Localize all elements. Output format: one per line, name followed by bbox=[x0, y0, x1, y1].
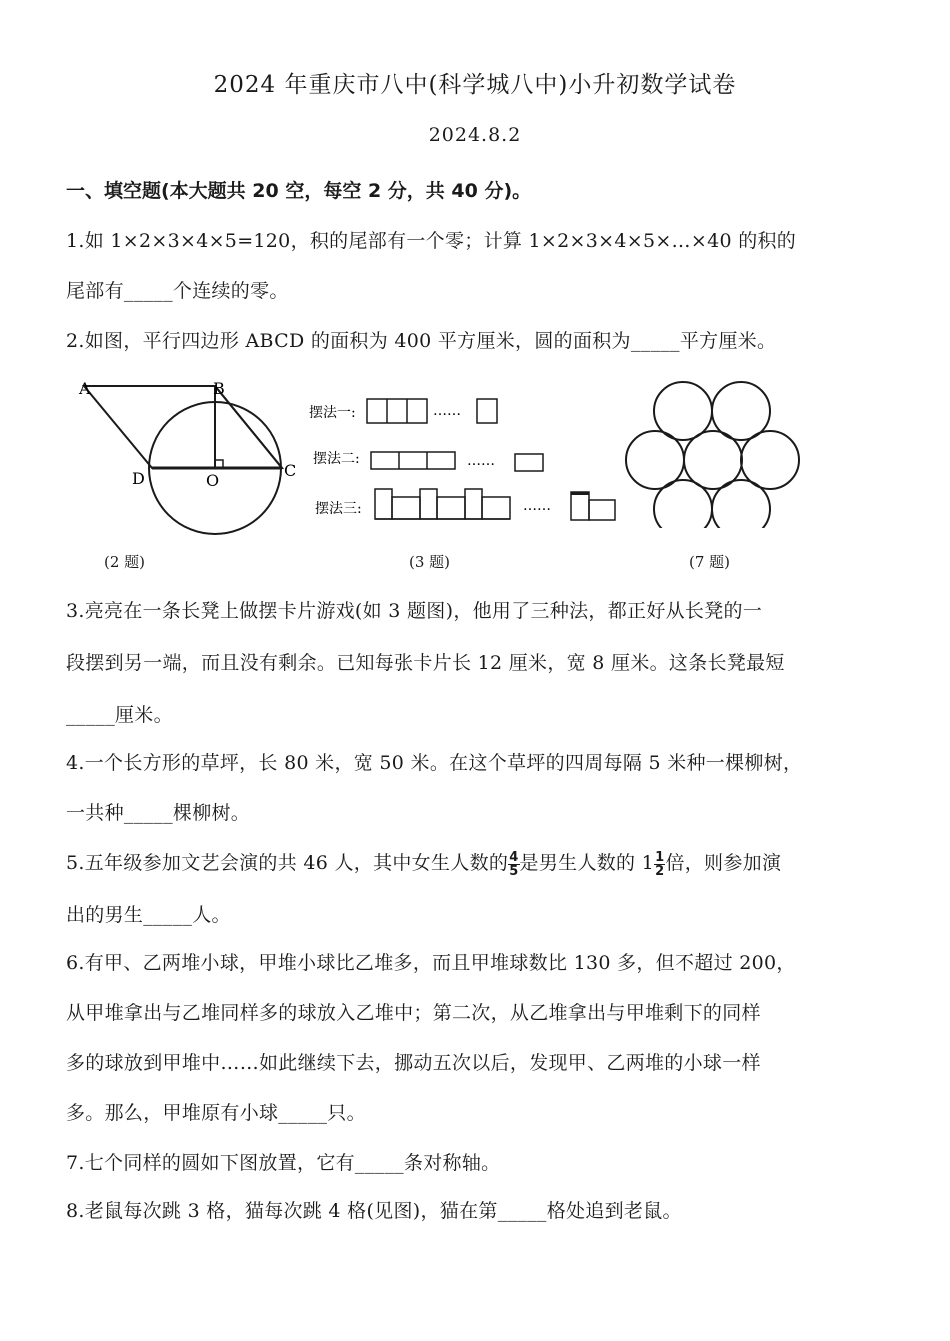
fraction-four-fifths bbox=[508, 851, 519, 878]
exam-date: 2024.8.2 bbox=[428, 124, 522, 146]
label-a: A bbox=[79, 379, 91, 398]
fraction-numerator: 4 bbox=[509, 849, 519, 865]
question-7-line-1: 7.七个同样的圆如下图放置，它有_____条对称轴。 bbox=[66, 1152, 501, 1174]
question-1-line-2: 尾部有_____个连续的零。 bbox=[66, 280, 289, 302]
fraction-denominator: 5 bbox=[509, 863, 519, 879]
question-2-line-1: 2.如图，平行四边形 ABCD 的面积为 400 平方厘米，圆的面积为_____平方厘米。 bbox=[66, 330, 777, 352]
row-2-cards bbox=[371, 452, 543, 471]
row-3-card-edge bbox=[571, 492, 589, 495]
caption-question-2: (2 题) bbox=[104, 553, 146, 571]
question-6-line-3: 多的球放到甲堆中……如此继续下去，挪动五次以后，发现甲、乙两堆的小球一样 bbox=[66, 1052, 761, 1074]
caption-question-3: (3 题) bbox=[409, 553, 451, 571]
row-1-cards bbox=[367, 399, 497, 423]
fraction-one-half bbox=[654, 851, 665, 878]
question-5-line-1 bbox=[66, 848, 896, 878]
section-heading: 一、填空题(本大题共 20 空，每空 2 分，共 40 分)。 bbox=[66, 180, 532, 202]
label-c: C bbox=[284, 461, 297, 480]
question-5-text-middle: 是男生人数的 1 bbox=[519, 852, 655, 874]
question-8-line-1: 8.老鼠每次跳 3 格，猫每次跳 4 格(见图)，猫在第_____格处追到老鼠。 bbox=[66, 1200, 682, 1222]
question-6-line-1: 6.有甲、乙两堆小球，甲堆小球比乙堆多，而且甲堆球数比 130 多，但不超过 200， bbox=[66, 952, 796, 974]
row-3-ellipsis: …… bbox=[523, 498, 551, 514]
fraction-denominator: 2 bbox=[655, 863, 665, 879]
fraction-numerator: 1 bbox=[655, 849, 665, 865]
row-3-label: 摆法三: bbox=[315, 501, 362, 517]
question-6-line-4: 多。那么，甲堆原有小球_____只。 bbox=[66, 1102, 366, 1124]
row-2-label: 摆法二: bbox=[313, 451, 360, 467]
row-1-label: 摆法一: bbox=[309, 405, 356, 421]
figure-question-2 bbox=[70, 372, 310, 542]
label-d: D bbox=[132, 469, 145, 488]
figure-question-7 bbox=[618, 378, 808, 528]
question-3-line-2: 段摆到另一端，而且没有剩余。已知每张卡片长 12 厘米，宽 8 厘米。这条长凳最短 bbox=[66, 652, 785, 674]
row-1-ellipsis: …… bbox=[433, 403, 461, 419]
question-4-line-2: 一共种_____棵柳树。 bbox=[66, 802, 251, 824]
question-1-line-1: 1.如 1×2×3×4×5=120，积的尾部有一个零；计算 1×2×3×4×5×…×40 的积的 bbox=[66, 230, 797, 252]
figure-question-3 bbox=[305, 385, 625, 530]
question-4-line-1: 4.一个长方形的草坪，长 80 米，宽 50 米。在这个草坪的四周每隔 5 米种一棵柳树， bbox=[66, 752, 803, 774]
exam-title: 2024 年重庆市八中(科学城八中)小升初数学试卷 bbox=[213, 72, 737, 98]
parallelogram-abcd bbox=[84, 386, 282, 468]
question-6-line-2: 从甲堆拿出与乙堆同样多的球放入乙堆中；第二次，从乙堆拿出与甲堆剩下的同样 bbox=[66, 1002, 761, 1024]
circle-bottom-left bbox=[654, 480, 712, 528]
question-5-text-start: 5.五年级参加文艺会演的共 46 人，其中女生人数的 bbox=[66, 852, 509, 874]
circle-bottom-right bbox=[712, 480, 770, 528]
caption-question-7: (7 题) bbox=[689, 553, 731, 571]
question-3-line-1: 3.亮亮在一条长凳上做摆卡片游戏(如 3 题图)，他用了三种法，都正好从长凳的一 bbox=[66, 600, 763, 622]
question-5-text-end: 倍，则参加演 bbox=[665, 852, 782, 874]
question-3-line-3: _____厘米。 bbox=[66, 704, 173, 726]
label-b: B bbox=[213, 379, 225, 398]
row-2-ellipsis: …… bbox=[467, 453, 495, 469]
label-o: O bbox=[206, 471, 220, 490]
question-5-line-2: 出的男生_____人。 bbox=[66, 904, 231, 926]
segment-bc bbox=[215, 386, 282, 468]
